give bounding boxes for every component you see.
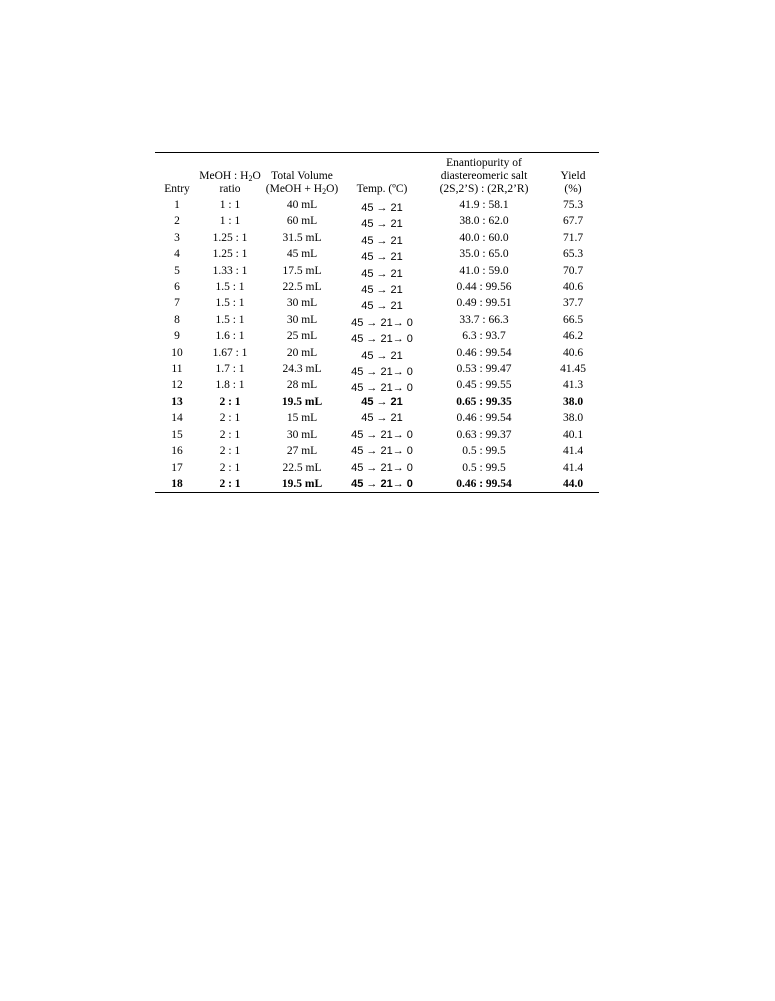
- yield-header-line2: (%): [564, 183, 582, 195]
- cell-yield: 67.7: [562, 215, 584, 228]
- header-row: [155, 153, 599, 198]
- cell-ratio: 1.7 : 1: [215, 363, 245, 376]
- cell-yield: 38.0: [562, 412, 584, 425]
- cell-entry: 13: [171, 395, 183, 408]
- cell-temp: 45 → 21: [361, 251, 403, 264]
- purity-header-line2: diastereomeric salt: [440, 170, 528, 182]
- cell-volume: 15 mL: [286, 412, 318, 425]
- cell-volume: 27 mL: [286, 445, 318, 458]
- cell-purity: 0.63 : 99.37: [456, 428, 512, 441]
- cell-temp: 45 → 21: [361, 267, 403, 280]
- cell-volume: 22.5 mL: [282, 281, 322, 294]
- table-row: [155, 361, 599, 377]
- cell-temp: 45 → 21: [361, 395, 403, 408]
- ratio-header-line1: MeOH : $H_2O$: [199, 170, 261, 183]
- cell-volume: 24.3 mL: [282, 363, 322, 376]
- cell-yield: 41.4: [562, 445, 584, 458]
- cell-purity: 38.0 : 62.0: [459, 215, 509, 228]
- table-row: [155, 230, 599, 246]
- cell-ratio: 2 : 1: [219, 412, 241, 425]
- cell-ratio: 1.25 : 1: [212, 231, 248, 244]
- col-header-ratio: [199, 153, 261, 198]
- cell-volume: 28 mL: [286, 379, 318, 392]
- cell-entry: 11: [171, 363, 183, 376]
- cell-ratio: 2 : 1: [219, 445, 241, 458]
- table-row: [155, 213, 599, 229]
- cell-entry: 18: [171, 477, 183, 490]
- cell-ratio: 2 : 1: [219, 428, 241, 441]
- cell-ratio: 1.5 : 1: [215, 297, 245, 310]
- cell-entry: 15: [171, 428, 183, 441]
- cell-purity: 0.49 : 99.51: [456, 297, 512, 310]
- cell-purity: 0.45 : 99.55: [456, 379, 512, 392]
- cell-yield: 66.5: [562, 313, 584, 326]
- cell-yield: 37.7: [562, 297, 584, 310]
- results-table-container: [155, 152, 599, 493]
- cell-ratio: 2 : 1: [219, 461, 241, 474]
- cell-ratio: 1.33 : 1: [212, 264, 248, 277]
- cell-volume: 19.5 mL: [281, 477, 323, 490]
- table-row: [155, 377, 599, 393]
- cell-ratio: 1.6 : 1: [215, 330, 245, 343]
- cell-entry: 7: [174, 297, 180, 310]
- cell-entry: 12: [171, 379, 183, 392]
- cell-entry: 2: [174, 215, 180, 228]
- cell-temp: 45 → 21: [361, 284, 403, 297]
- cell-volume: 40 mL: [286, 199, 318, 211]
- cell-ratio: 1 : 1: [219, 199, 241, 211]
- cell-temp: 45 → 21: [361, 218, 403, 231]
- cell-ratio: 2 : 1: [219, 395, 241, 408]
- cell-volume: 20 mL: [286, 346, 318, 359]
- cell-purity: 0.65 : 99.35: [456, 395, 512, 408]
- table-body: [155, 197, 599, 493]
- cell-volume: 30 mL: [286, 313, 318, 326]
- table-row: [155, 246, 599, 262]
- table-row: [155, 443, 599, 459]
- col-header-entry: Entry: [164, 183, 190, 195]
- cell-yield: 40.6: [562, 346, 584, 359]
- cell-yield: 41.45: [560, 363, 586, 376]
- cell-temp: 45 → 21→ 0: [351, 316, 413, 329]
- cell-ratio: 2 : 1: [219, 477, 241, 490]
- table-row: [155, 197, 599, 213]
- cell-temp: 45 → 21→ 0: [351, 428, 413, 441]
- cell-volume: 60 mL: [286, 215, 318, 228]
- table-row: [155, 345, 599, 361]
- volume-header-line1: Total Volume: [271, 170, 333, 182]
- table-row: [155, 410, 599, 426]
- table-row: [155, 460, 599, 476]
- cell-volume: 19.5 mL: [281, 395, 323, 408]
- cell-entry: 16: [171, 445, 183, 458]
- volume-header-line2: (MeOH + $H_2O$): [265, 183, 339, 196]
- cell-purity: 0.53 : 99.47: [456, 363, 512, 376]
- cell-purity: 41.9 : 58.1: [459, 199, 509, 211]
- table-row: [155, 279, 599, 295]
- cell-yield: 71.7: [562, 231, 584, 244]
- cell-purity: 40.0 : 60.0: [459, 231, 509, 244]
- col-header-volume: [261, 153, 343, 198]
- cell-ratio: 1.67 : 1: [212, 346, 248, 359]
- cell-volume: 31.5 mL: [282, 231, 322, 244]
- col-header-yield: [547, 153, 599, 198]
- cell-volume: 22.5 mL: [282, 461, 322, 474]
- cell-temp: 45 → 21: [361, 234, 403, 247]
- cell-ratio: 1.25 : 1: [212, 248, 248, 261]
- table-row: [155, 476, 599, 493]
- cell-temp: 45 → 21→ 0: [351, 382, 413, 395]
- cell-purity: 0.5 : 99.5: [462, 445, 506, 458]
- table-row: [155, 312, 599, 328]
- cell-temp: 45 → 21: [361, 202, 403, 214]
- cell-entry: 9: [174, 330, 180, 343]
- purity-header-line1: Enantiopurity of: [446, 157, 522, 169]
- cell-ratio: 1.5 : 1: [215, 313, 245, 326]
- cell-temp: 45 → 21→ 0: [351, 461, 413, 474]
- cell-entry: 6: [174, 281, 180, 294]
- cell-entry: 17: [171, 461, 183, 474]
- cell-yield: 46.2: [562, 330, 584, 343]
- cell-entry: 14: [171, 412, 183, 425]
- cell-purity: 0.5 : 99.5: [462, 461, 506, 474]
- yield-header-line1: Yield: [560, 170, 586, 182]
- cell-yield: 41.4: [562, 461, 584, 474]
- cell-volume: 30 mL: [286, 297, 318, 310]
- cell-temp: 45 → 21: [361, 412, 403, 425]
- cell-yield: 75.3: [562, 199, 584, 211]
- cell-entry: 3: [174, 231, 180, 244]
- cell-temp: 45 → 21: [361, 300, 403, 313]
- cell-purity: 0.46 : 99.54: [456, 412, 512, 425]
- cell-yield: 38.0: [562, 395, 584, 408]
- cell-yield: 65.3: [562, 248, 584, 261]
- results-table: [155, 152, 599, 493]
- cell-purity: 35.0 : 65.0: [459, 248, 509, 261]
- table-row: [155, 295, 599, 311]
- table-row: [155, 427, 599, 443]
- col-header-purity: [421, 153, 547, 198]
- cell-volume: 17.5 mL: [282, 264, 322, 277]
- table-row: [155, 328, 599, 344]
- cell-temp: 45 → 21→ 0: [351, 445, 413, 458]
- cell-yield: 44.0: [562, 477, 584, 490]
- cell-entry: 8: [174, 313, 180, 326]
- cell-ratio: 1.5 : 1: [215, 281, 245, 294]
- cell-volume: 30 mL: [286, 428, 318, 441]
- cell-purity: 0.46 : 99.54: [456, 346, 512, 359]
- cell-temp: 45 → 21: [361, 349, 403, 362]
- cell-purity: 6.3 : 93.7: [462, 330, 506, 343]
- cell-yield: 40.1: [562, 428, 584, 441]
- cell-yield: 70.7: [562, 264, 584, 277]
- table-row: [155, 263, 599, 279]
- cell-volume: 45 mL: [286, 248, 318, 261]
- cell-purity: 0.46 : 99.54: [456, 477, 512, 490]
- cell-ratio: 1 : 1: [219, 215, 241, 228]
- cell-ratio: 1.8 : 1: [215, 379, 245, 392]
- cell-entry: 1: [174, 199, 180, 211]
- col-header-temp: Temp. (ºC): [356, 183, 408, 195]
- cell-entry: 5: [174, 264, 180, 277]
- cell-temp: 45 → 21→ 0: [351, 477, 413, 490]
- cell-entry: 4: [174, 248, 180, 261]
- cell-purity: 33.7 : 66.3: [459, 313, 509, 326]
- cell-volume: 25 mL: [286, 330, 318, 343]
- cell-temp: 45 → 21→ 0: [351, 333, 413, 346]
- cell-yield: 40.6: [562, 281, 584, 294]
- cell-temp: 45 → 21→ 0: [351, 366, 413, 379]
- table-header: [155, 153, 599, 198]
- purity-header-line3: (2S,2’S) : (2R,2’R): [439, 183, 529, 195]
- ratio-header-line2: ratio: [219, 183, 241, 195]
- cell-purity: 0.44 : 99.56: [456, 281, 512, 294]
- cell-entry: 10: [171, 346, 183, 359]
- cell-yield: 41.3: [562, 379, 584, 392]
- cell-purity: 41.0 : 59.0: [459, 264, 509, 277]
